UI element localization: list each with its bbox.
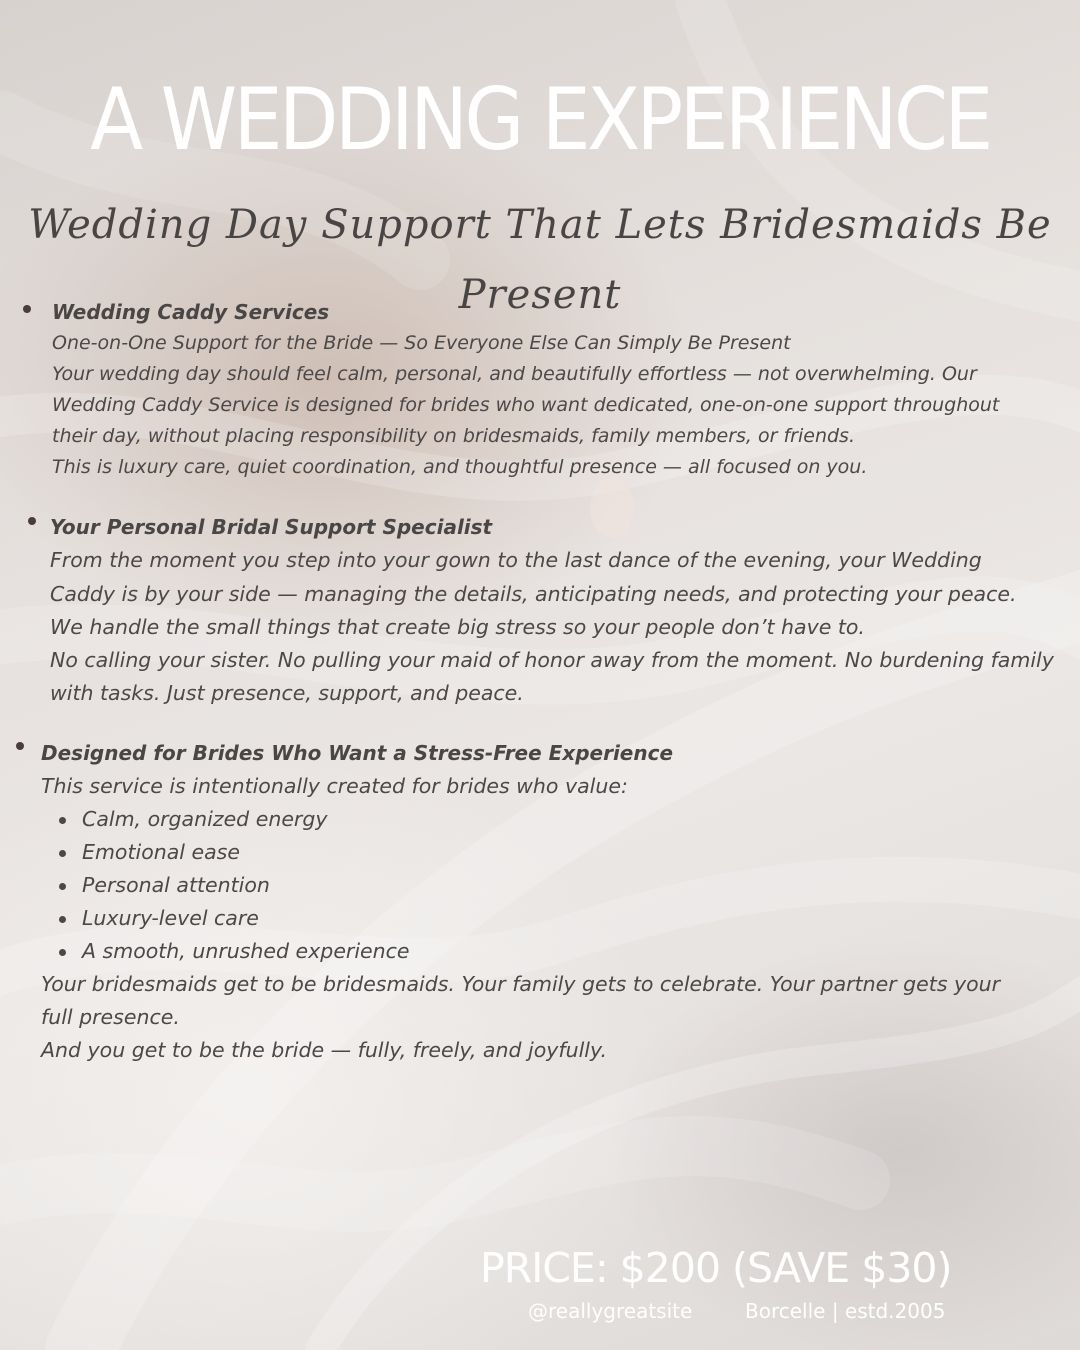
section-text-line: Your bridesmaids get to be bridesmaids. Your family gets to celebrate. Your partner gets your [41,972,1001,996]
list-item [41,803,1000,836]
section-text-line: Your wedding day should feel calm, personal, and beautifully effortless — not overwhelming. Our [52,363,977,385]
section-text-line: Caddy is by your side — managing the details, anticipating needs, and protecting your peace. [50,581,1017,606]
list-item [41,935,1000,968]
section-heading: Designed for Brides Who Want a Stress-Free Experience [41,741,674,765]
section-text-line: And you get to be the bride — fully, freely, and joyfully. [41,1038,608,1062]
social-handle: @reallygreatsite [528,1299,693,1323]
page-title: A WEDDING EXPERIENCE [90,70,990,170]
section-text-line: No calling your sister. No pulling your maid of honor away from the moment. No burdening family [50,648,1054,673]
section-heading: Wedding Caddy Services [52,300,330,324]
list-item-label: Emotional ease [82,840,240,864]
section-text-line: This is luxury care, quiet coordination, and thoughtful presence — all focused on you. [52,456,868,478]
bullet-icon [59,916,66,923]
list-item-label: Calm, organized energy [82,807,328,831]
brand-tagline: Borcelle | estd.2005 [745,1299,946,1323]
list-item-label: Luxury-level care [82,906,259,930]
list-item-label: Personal attention [82,873,270,897]
list-item [41,869,1000,902]
bullet-icon [16,742,24,750]
bullet-icon [59,949,66,956]
section-text-line: One-on-One Support for the Bride — So Everyone Else Can Simply Be Present [52,332,791,354]
section-text-line: From the moment you step into your gown to the last dance of the evening, your Wedding [50,548,982,573]
page-subtitle: Wedding Day Support That Lets Bridesmaids Be Present [28,202,1052,318]
section-text-line: their day, without placing responsibility on bridesmaids, family members, or friends. [52,425,856,447]
section-heading: Your Personal Bridal Support Specialist [50,515,493,539]
bullet-icon [23,305,31,313]
value-list [41,803,1000,968]
list-item [41,836,1000,869]
list-item-label: A smooth, unrushed experience [82,939,410,963]
section-wedding-caddy-services [52,297,999,483]
section-text-line: full presence. [41,1005,180,1029]
section-stress-free-experience [41,737,1000,1067]
section-text-line: Wedding Caddy Service is designed for brides who want dedicated, one-on-one support throughout [52,394,1000,416]
bullet-icon [28,517,36,525]
section-text-line: with tasks. Just presence, support, and peace. [50,681,524,706]
section-personal-bridal-support [50,511,1054,711]
section-intro: This service is intentionally created for brides who value: [41,774,628,798]
list-item [41,902,1000,935]
price-label: PRICE: $200 (SAVE $30) [480,1244,952,1292]
bullet-icon [59,883,66,890]
bullet-icon [59,850,66,857]
section-text-line: We handle the small things that create big stress so your people don’t have to. [50,614,865,639]
bullet-icon [59,817,66,824]
